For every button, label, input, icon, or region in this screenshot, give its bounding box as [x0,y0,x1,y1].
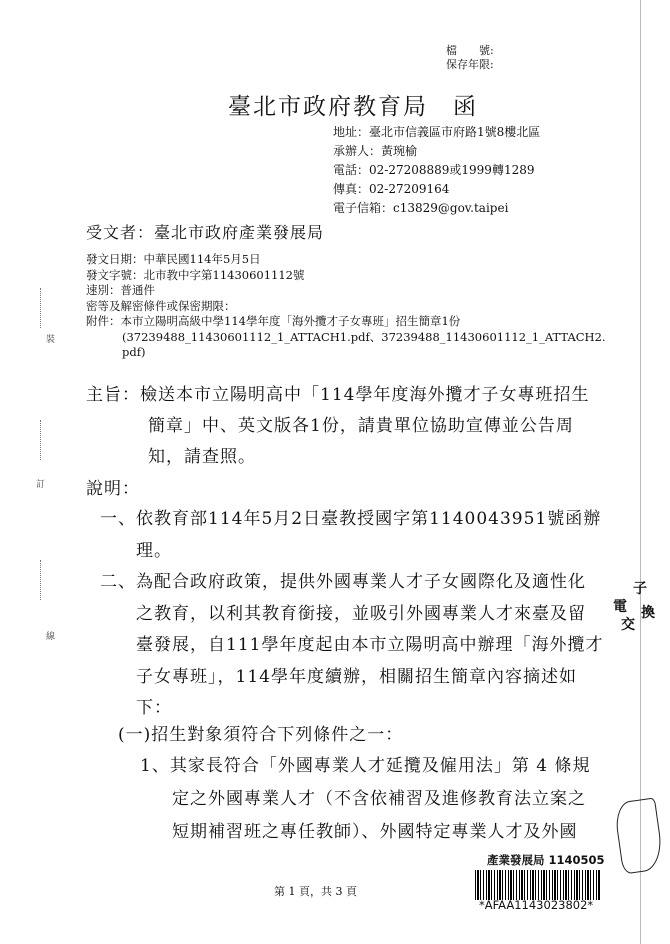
sender-email: 電子信箱：c13829@gov.taipei [333,201,509,215]
condition-1-line-3: 短期補習班之專任教師）、外國特定專業人才及外國 [172,822,578,842]
margin-mark-staple: 訂 [36,480,46,490]
condition-1-line-1: 1、其家長符合「外國專業人才延攬及僱用法」第 4 條規 [140,756,591,776]
sub-section-1: (一)招生對象須符合下列條件之一： [118,725,404,745]
attachment: 附件：本市立陽明高級中學114學年度「海外攬才子女專班」招生簡章1份 [86,314,461,328]
urgency: 速別：普通件 [86,283,155,297]
item-2-line-5: 下： [136,698,172,718]
barcode [475,870,600,900]
subject-line-2: 簡章」中、英文版各1份，請貴單位協助宣傳並公告周 [148,416,574,436]
subject-block [86,380,589,473]
barcode-text: *AFAA1143023802* [479,898,594,912]
subject-line-1: 主旨：檢送本市立陽明高中「114學年度海外攬才子女專班招生 [86,385,590,405]
item-2-line-2: 之教育，以利其教育銜接，並吸引外國專業人才來臺及留 [136,603,586,624]
item-1-line-2: 理。 [136,540,172,561]
stamp-char: 子 [633,581,647,597]
item-2-line-4: 子女專班」，114學年度續辦，相關招生簡章內容摘述如 [136,666,577,687]
subject-line-3: 知，請查照。 [148,447,256,467]
retention-label: 保存年限: [446,58,494,71]
file-number-label: 檔 號: [446,44,494,57]
item-2-line-1: 二、為配合政府政策，提供外國專業人才子女國際化及適性化 [100,572,586,592]
item-1-line-1: 一、依教育部114年5月2日臺教授國字第1140043951號函辦 [100,509,602,529]
document-number: 發文字號：北市教中字第11430601112號 [86,267,305,282]
sender-info [333,123,540,218]
sub-section-1-items [140,750,590,849]
margin-mark-bind: 裝 [46,335,56,345]
attachment-files: (37239488_11430601112_1_ATTACH1.pdf、37239488_11430601112_1_ATTACH2. [122,329,606,344]
stamp-char: 換 [641,605,655,621]
attachment-files-cont: pdf) [122,345,146,359]
explanation-label: 說明： [86,479,140,499]
sender-officer: 承辦人：黃琬榆 [333,144,418,158]
torn-corner-mark [613,797,665,874]
receipt-label: 產業發展局 1140505 [487,853,605,867]
sender-fax: 傳真：02-27209164 [333,182,450,196]
sender-address: 地址：臺北市信義區市府路1號8樓北區 [333,125,541,139]
electronic-exchange-stamp [611,576,659,640]
document-title: 臺北市政府教育局 函 [228,94,478,120]
stamp-char: 交 [621,617,635,633]
margin-dotted-line [40,288,42,328]
margin-dotted-line [40,560,42,600]
margin-dotted-line [40,420,42,460]
item-2-line-3: 臺發展，自111學年度起由本市立陽明高中辦理「海外攬才 [136,635,604,655]
stamp-char: 電 [613,599,627,615]
sender-phone: 電話：02-27208889或1999轉1289 [333,163,535,177]
margin-mark-line: 線 [46,632,56,642]
confidentiality: 密等及解密條件或保密期限： [86,298,236,313]
explanation-items [100,504,603,725]
meta-block [86,252,606,361]
condition-1-line-2: 定之外國專業人才（不含依補習及進修教育法立案之 [172,789,586,809]
recipient: 受文者：臺北市政府產業發展局 [86,223,325,242]
issue-date: 發文日期：中華民國114年5月5日 [86,252,261,266]
page-footer: 第 1 頁，共 3 頁 [274,885,357,898]
